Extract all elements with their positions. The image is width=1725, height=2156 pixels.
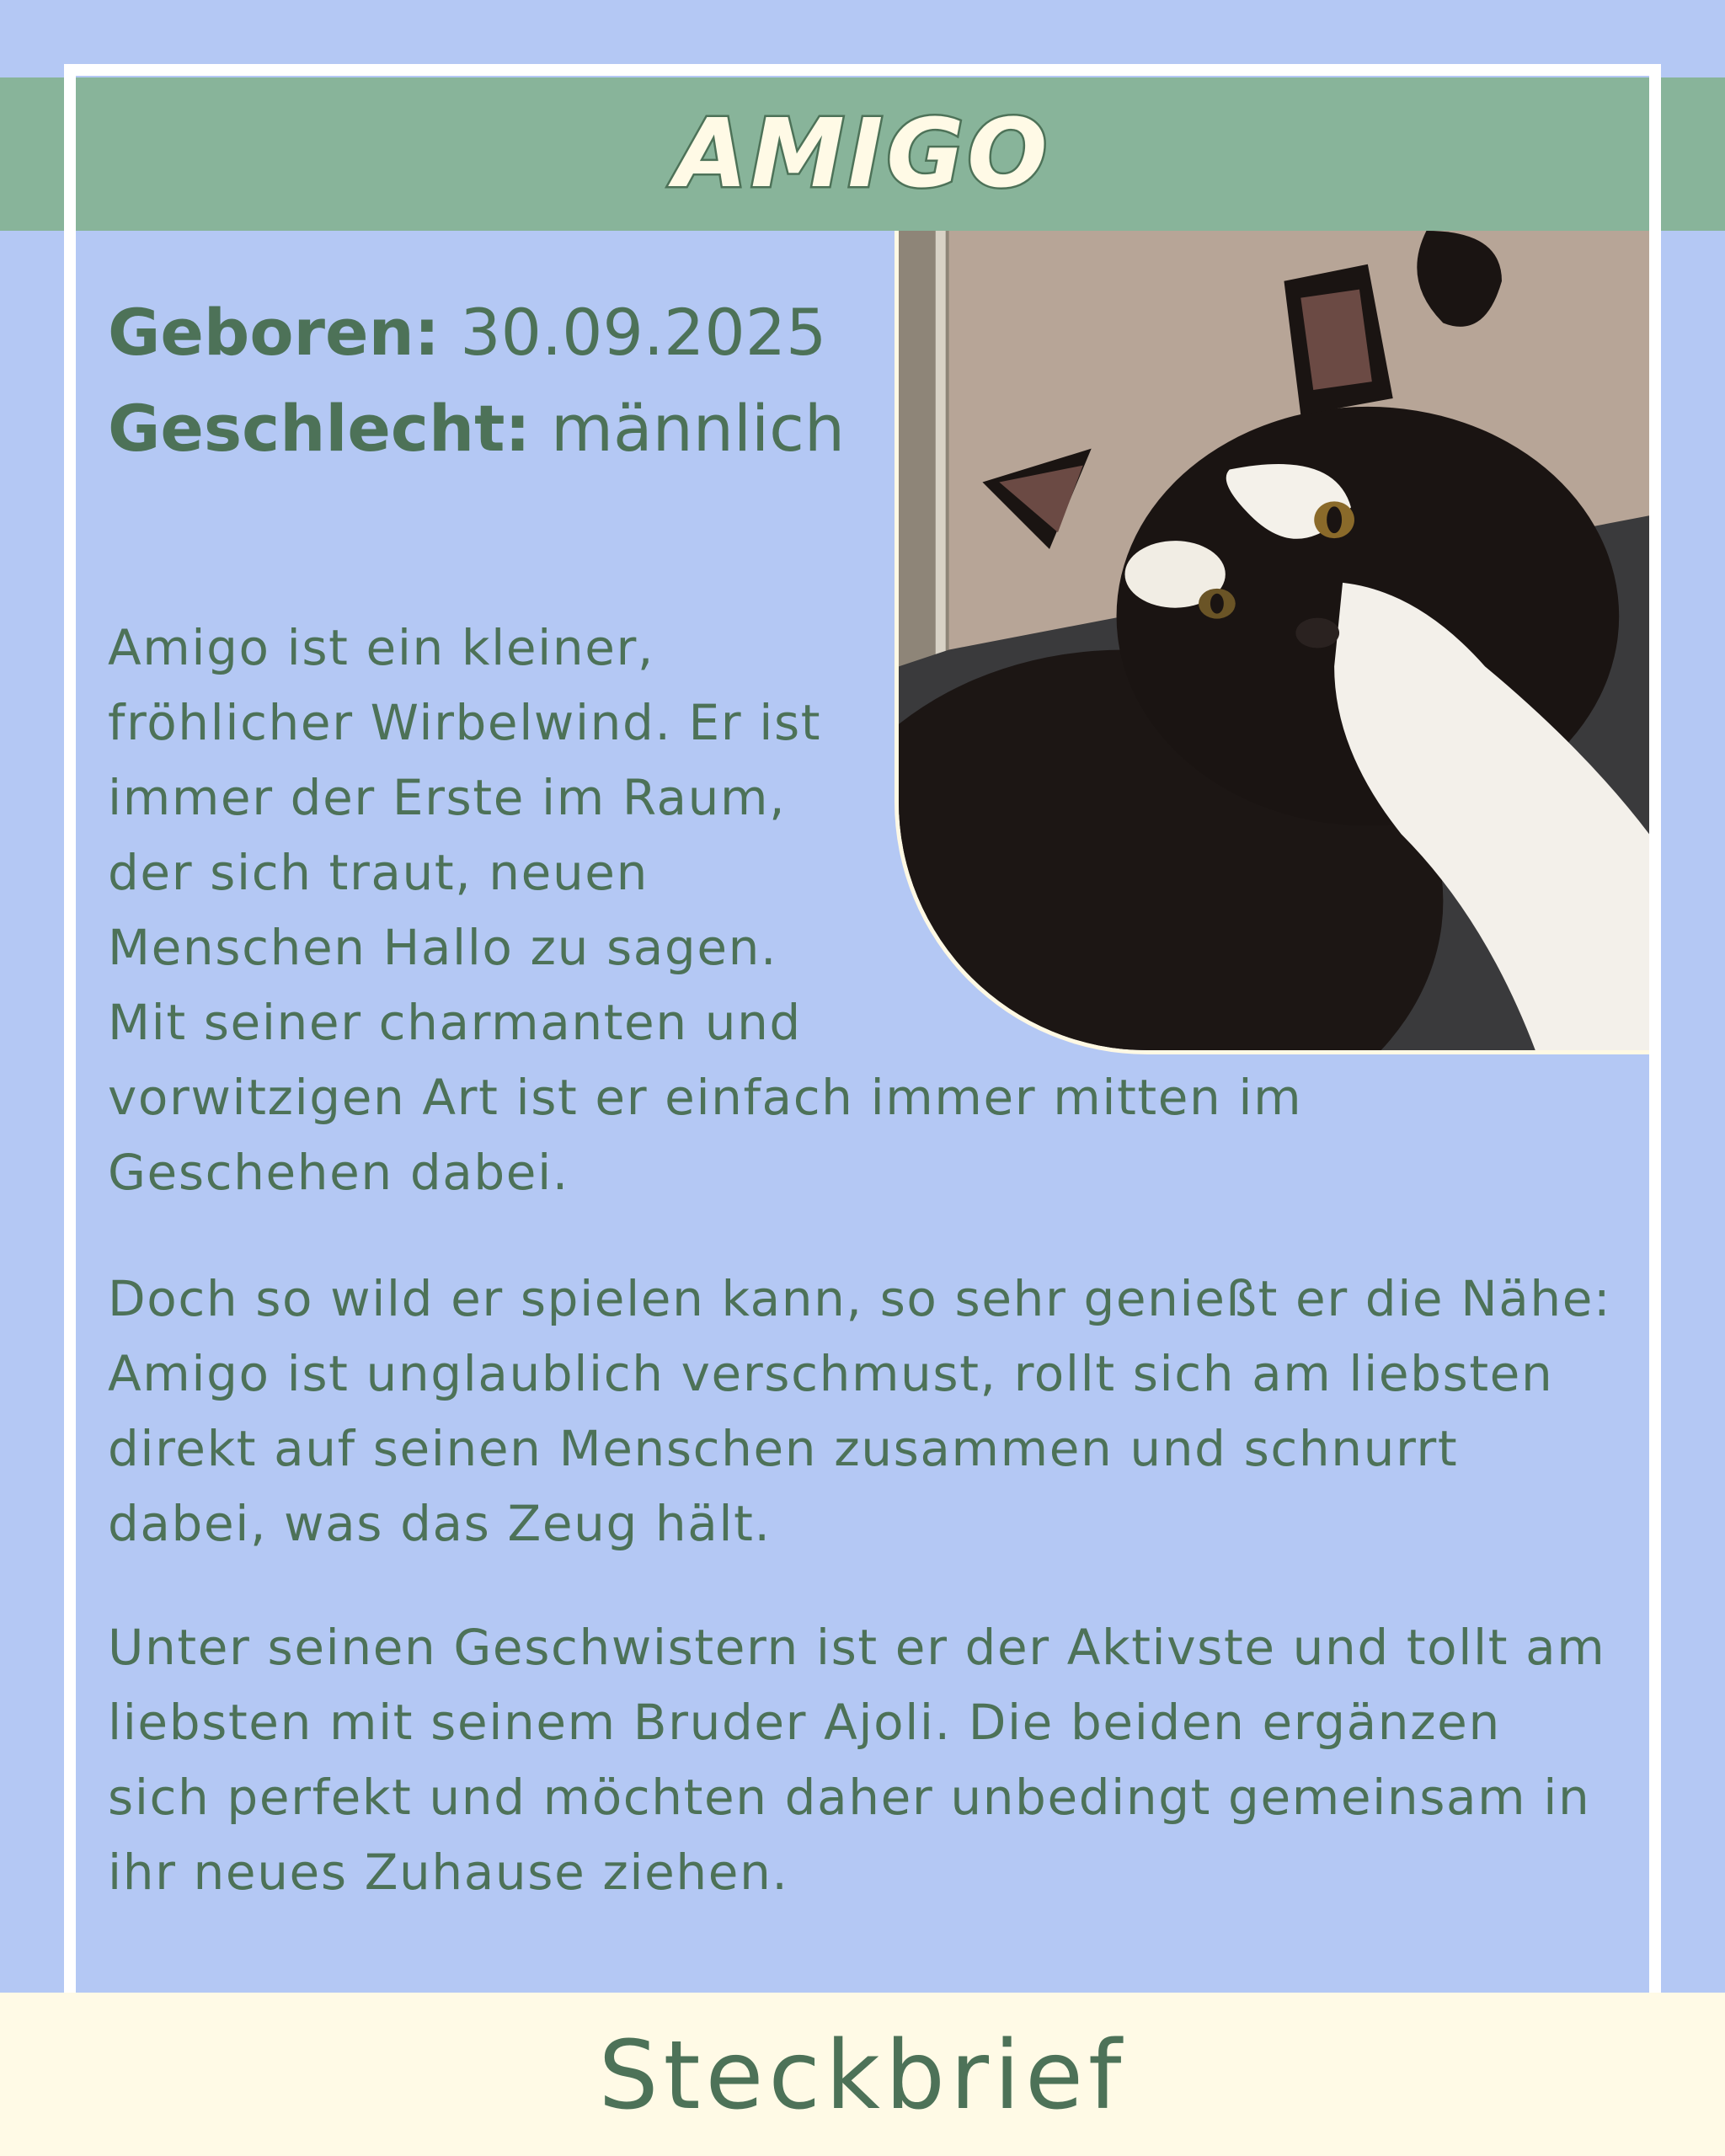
paragraph-1-line: Menschen Hallo zu sagen. <box>108 919 778 976</box>
paragraph-3: Unter seinen Geschwistern ist er der Aktivste und tollt am liebsten mit seinem Bruder Ajoli. Die beiden ergänzen sich perfekt und möchten daher unbedingt gemeinsam in ihr neues Zuhause ziehen. <box>108 1619 1606 1901</box>
facts-block <box>108 285 891 477</box>
paragraph-1-line: der sich traut, neuen <box>108 844 649 901</box>
paragraph-1-line: Mit seiner charmanten und <box>108 994 802 1051</box>
born-row <box>108 285 891 381</box>
paragraph-1-line: Amigo ist ein kleiner, <box>108 619 654 676</box>
sex-row <box>108 381 891 477</box>
born-label: Geboren: <box>108 295 441 370</box>
paragraph-1-line: Geschehen dabei. <box>108 1144 569 1201</box>
cat-name: AMIGO <box>674 99 1051 209</box>
sex-label: Geschlecht: <box>108 391 531 466</box>
footer-title: Steckbrief <box>598 2021 1127 2131</box>
paragraph-1-line: immer der Erste im Raum, <box>108 769 787 826</box>
paragraph-1-line: vorwitzigen Art ist er einfach immer mitten im <box>108 1069 1303 1126</box>
paragraph-2: Doch so wild er spielen kann, so sehr genießt er die Nähe: Amigo ist unglaublich verschmust, rollt sich am liebsten direkt auf seinen Menschen zusammen und schnurrt dabei, was das Zeug hält. <box>108 1270 1612 1552</box>
paragraph-1-line: fröhlicher Wirbelwind. Er ist <box>108 694 822 751</box>
paragraph-1 <box>108 611 1540 1210</box>
born-value: 30.09.2025 <box>460 295 827 370</box>
sex-value: männlich <box>550 391 846 466</box>
